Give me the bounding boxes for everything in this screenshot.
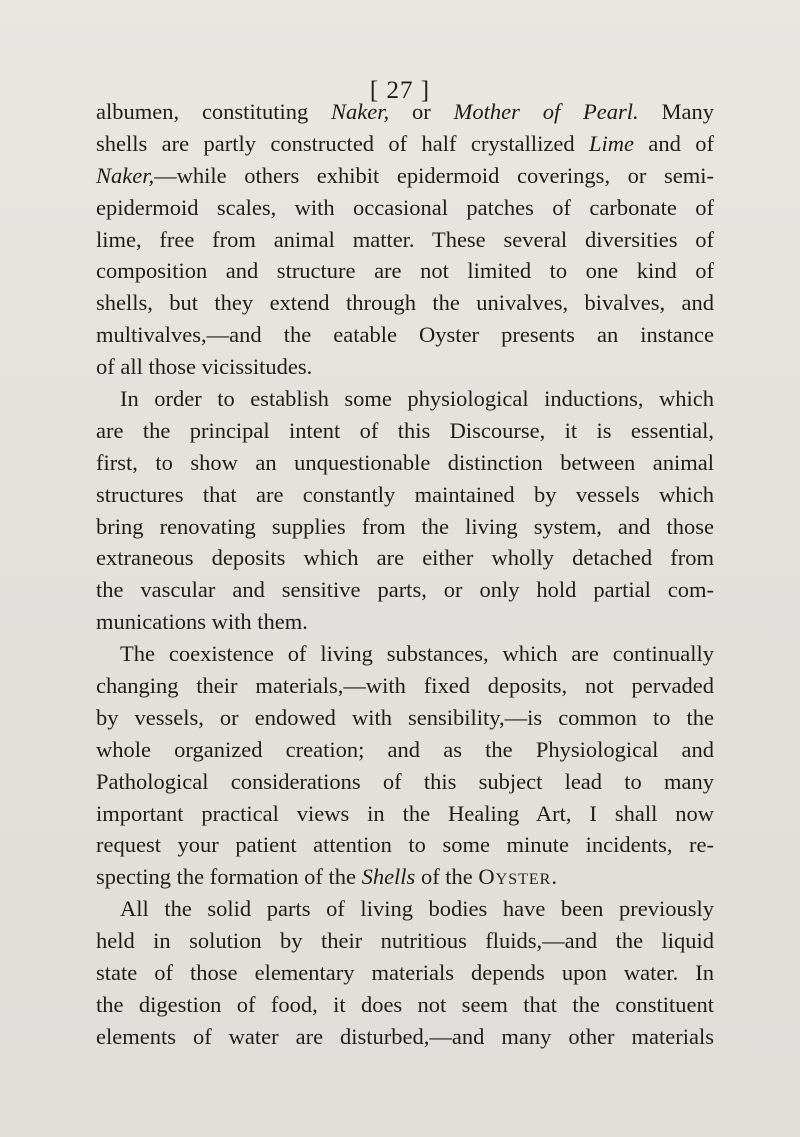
text-line: munications with them. xyxy=(96,609,308,635)
text-line: albumen, constituting Naker, or Mother of Pearl. Many xyxy=(96,99,714,124)
text-line: lime, free from animal matter. These several diversities of xyxy=(96,226,714,252)
text-line: extraneous deposits which are either wholly detached from xyxy=(96,545,714,571)
text-line: shells, but they extend through the univalves, bivalves, and xyxy=(96,290,714,316)
text-line: epidermoid scales, with occasional patches of carbonate of xyxy=(96,194,714,220)
text-line: are the principal intent of this Discourse, it is essential, xyxy=(96,417,714,443)
text-line: specting the formation of the Shells of the Oyster. xyxy=(96,864,558,890)
text-line: held in solution by their nutritious fluids,—and the liquid xyxy=(96,928,714,954)
text-line: the vascular and sensitive parts, or only hold partial com- xyxy=(96,577,714,603)
page-number: [ 27 ] xyxy=(369,77,431,104)
text-line: In order to establish some physiological inductions, which xyxy=(120,386,714,412)
text-line: the digestion of food, it does not seem that the constituent xyxy=(96,991,714,1017)
text-line: elements of water are disturbed,—and many other materials xyxy=(96,1023,714,1049)
text-line: first, to show an unquestionable distinction between animal xyxy=(96,449,714,475)
text-line: by vessels, or endowed with sensibility,—is common to the xyxy=(96,704,714,730)
text-line: The coexistence of living substances, which are continually xyxy=(120,641,714,667)
text-line: bring renovating supplies from the living system, and those xyxy=(96,513,714,539)
text-line: Pathological considerations of this subject lead to many xyxy=(96,768,714,794)
text-line: multivalves,—and the eatable Oyster presents an instance xyxy=(96,322,714,348)
body-text xyxy=(96,96,714,1053)
text-line: whole organized creation; and as the Physiological and xyxy=(96,736,714,762)
text-line: important practical views in the Healing Art, I shall now xyxy=(96,800,714,826)
text-line: changing their materials,—with fixed deposits, not pervaded xyxy=(96,673,714,699)
text-line: request your patient attention to some minute incidents, re- xyxy=(96,832,714,858)
text-line: state of those elementary materials depends upon water. In xyxy=(96,960,714,986)
text-line: of all those vicissitudes. xyxy=(96,354,313,380)
text-line: Naker,—while others exhibit epidermoid coverings, or semi- xyxy=(96,162,714,188)
text-line: All the solid parts of living bodies have been previously xyxy=(120,896,714,922)
text-line: structures that are constantly maintained by vessels which xyxy=(96,481,714,507)
text-line: shells are partly constructed of half crystallized Lime and of xyxy=(96,130,714,156)
text-line: composition and structure are not limited to one kind of xyxy=(96,258,714,284)
